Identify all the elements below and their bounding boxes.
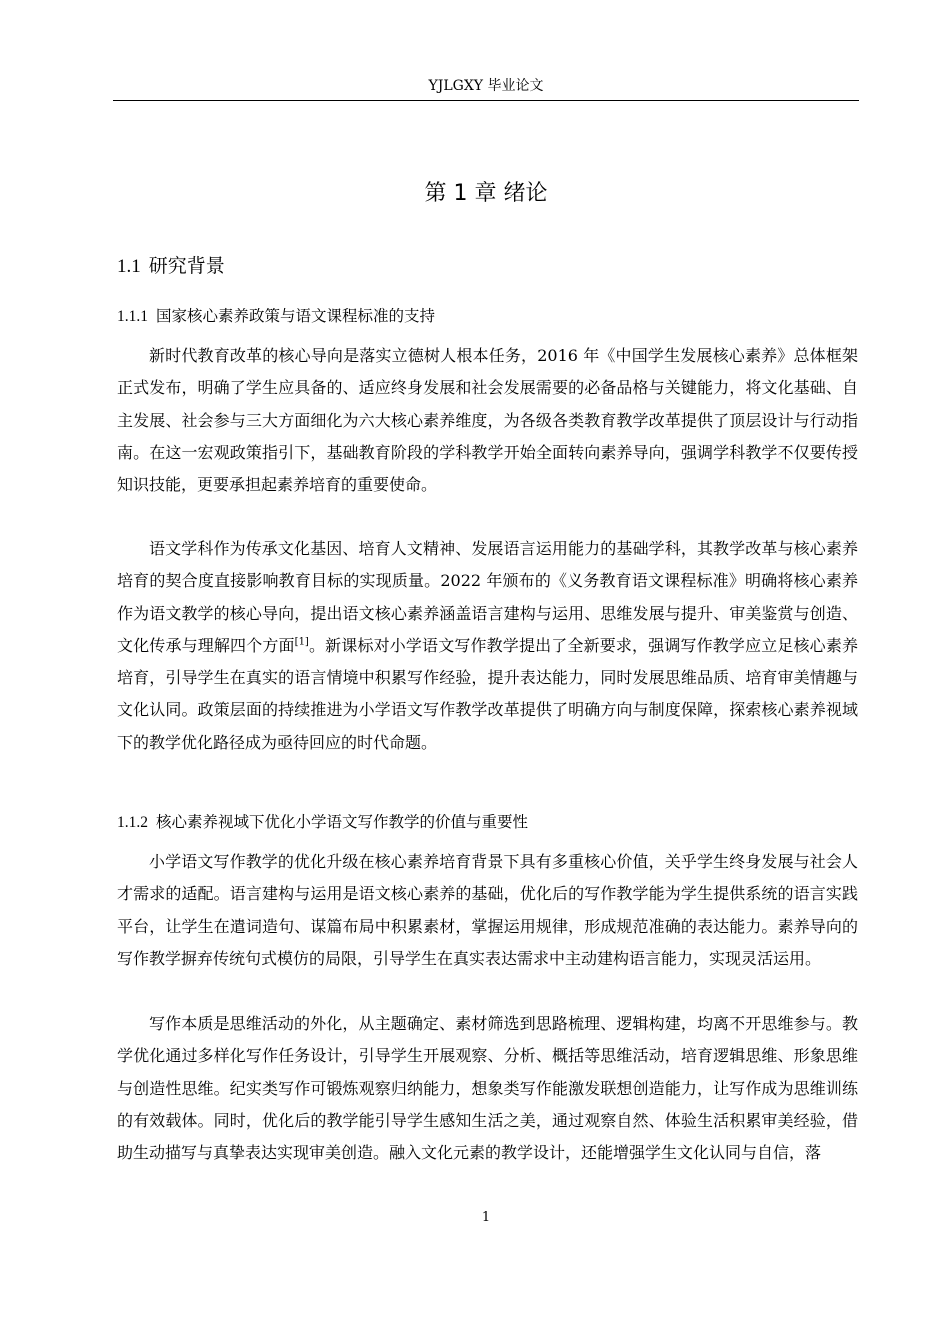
page-number: 1	[481, 1210, 491, 1225]
citation-1: [1]	[294, 636, 309, 648]
subsection-title-text: 国家核心素养政策与语文课程标准的支持	[156, 307, 436, 325]
subsection-title-text: 核心素养视域下优化小学语文写作教学的价值与重要性	[156, 813, 529, 831]
section-number: 1.1	[117, 256, 141, 277]
header-rule	[113, 100, 859, 101]
subsection-number: 1.1.1	[117, 308, 148, 325]
paragraph-3: 小学语文写作教学的优化升级在核心素养培育背景下具有多重核心价值，关乎学生终身发展与社会人才需求的适配。语言建构与运用是语文核心素养的基础，优化后的写作教学能为学生提供系统的语言实践平台，让学生在遣词造句、谋篇布局中积累素材，掌握运用规律，形成规范准确的表达能力。素养导向的写作教学摒弃传统句式模仿的局限，引导学生在真实表达需求中主动建构语言能力，实现灵活运用。	[117, 852, 858, 968]
subsection-heading-1-1-2	[117, 810, 528, 835]
subsection-heading-1-1-1	[117, 304, 435, 329]
paragraph-1: 新时代教育改革的核心导向是落实立德树人根本任务，2016 年《中国学生发展核心素养》总体框架正式发布，明确了学生应具备的、适应终身发展和社会发展需要的必备品格与关键能力，将文化基础、自主发展、社会参与三大方面细化为六大核心素养维度，为各级各类教育教学改革提供了顶层设计与行动指南。在这一宏观政策指引下，基础教育阶段的学科教学开始全面转向素养导向，强调学科教学不仅要传授知识技能，更要承担起素养培育的重要使命。	[117, 346, 858, 495]
paragraph-2-text-b: 。新课标对小学语文写作教学提出了全新要求，强调写作教学应立足核心素养培育，引导学生在真实的语言情境中积累写作经验，提升表达能力，同时发展思维品质、培育审美情趣与文化认同。政策层面的持续推进为小学语文写作教学改革提供了明确方向与制度保障，探索核心素养视域下的教学优化路径成为亟待回应的时代命题。	[117, 635, 858, 752]
subsection-number: 1.1.2	[117, 814, 148, 831]
paragraph-4: 写作本质是思维活动的外化，从主题确定、素材筛选到思路梳理、逻辑构建，均离不开思维参与。教学优化通过多样化写作任务设计，引导学生开展观察、分析、概括等思维活动，培育逻辑思维、形象思维与创造性思维。纪实类写作可锻炼观察归纳能力，想象类写作能激发联想创造能力，让写作成为思维训练的有效载体。同时，优化后的教学能引导学生感知生活之美，通过观察自然、体验生活积累审美经验，借助生动描写与真挚表达实现审美创造。融入文化元素的教学设计，还能增强学生文化认同与自信，落	[117, 1014, 858, 1163]
paragraph-2-text-a: 语文学科作为传承文化基因、培育人文精神、发展语言运用能力的基础学科，其教学改革与核心素养培育的契合度直接影响教育目标的实现质量。2022 年颁布的《义务教育语文课程标准》明确将核心素养作为语文教学的核心导向，提出语文核心素养涵盖语言建构与运用、思维发展与提升、审美鉴赏与创造、文化传承与理解四个方面	[117, 539, 858, 655]
section-title-text: 研究背景	[148, 255, 225, 277]
section-heading-1-1	[117, 252, 225, 281]
running-header: YJLGXY 毕业论文	[428, 78, 544, 94]
chapter-title: 第 1 章 绪论	[424, 181, 548, 206]
paragraph-2	[117, 533, 858, 759]
